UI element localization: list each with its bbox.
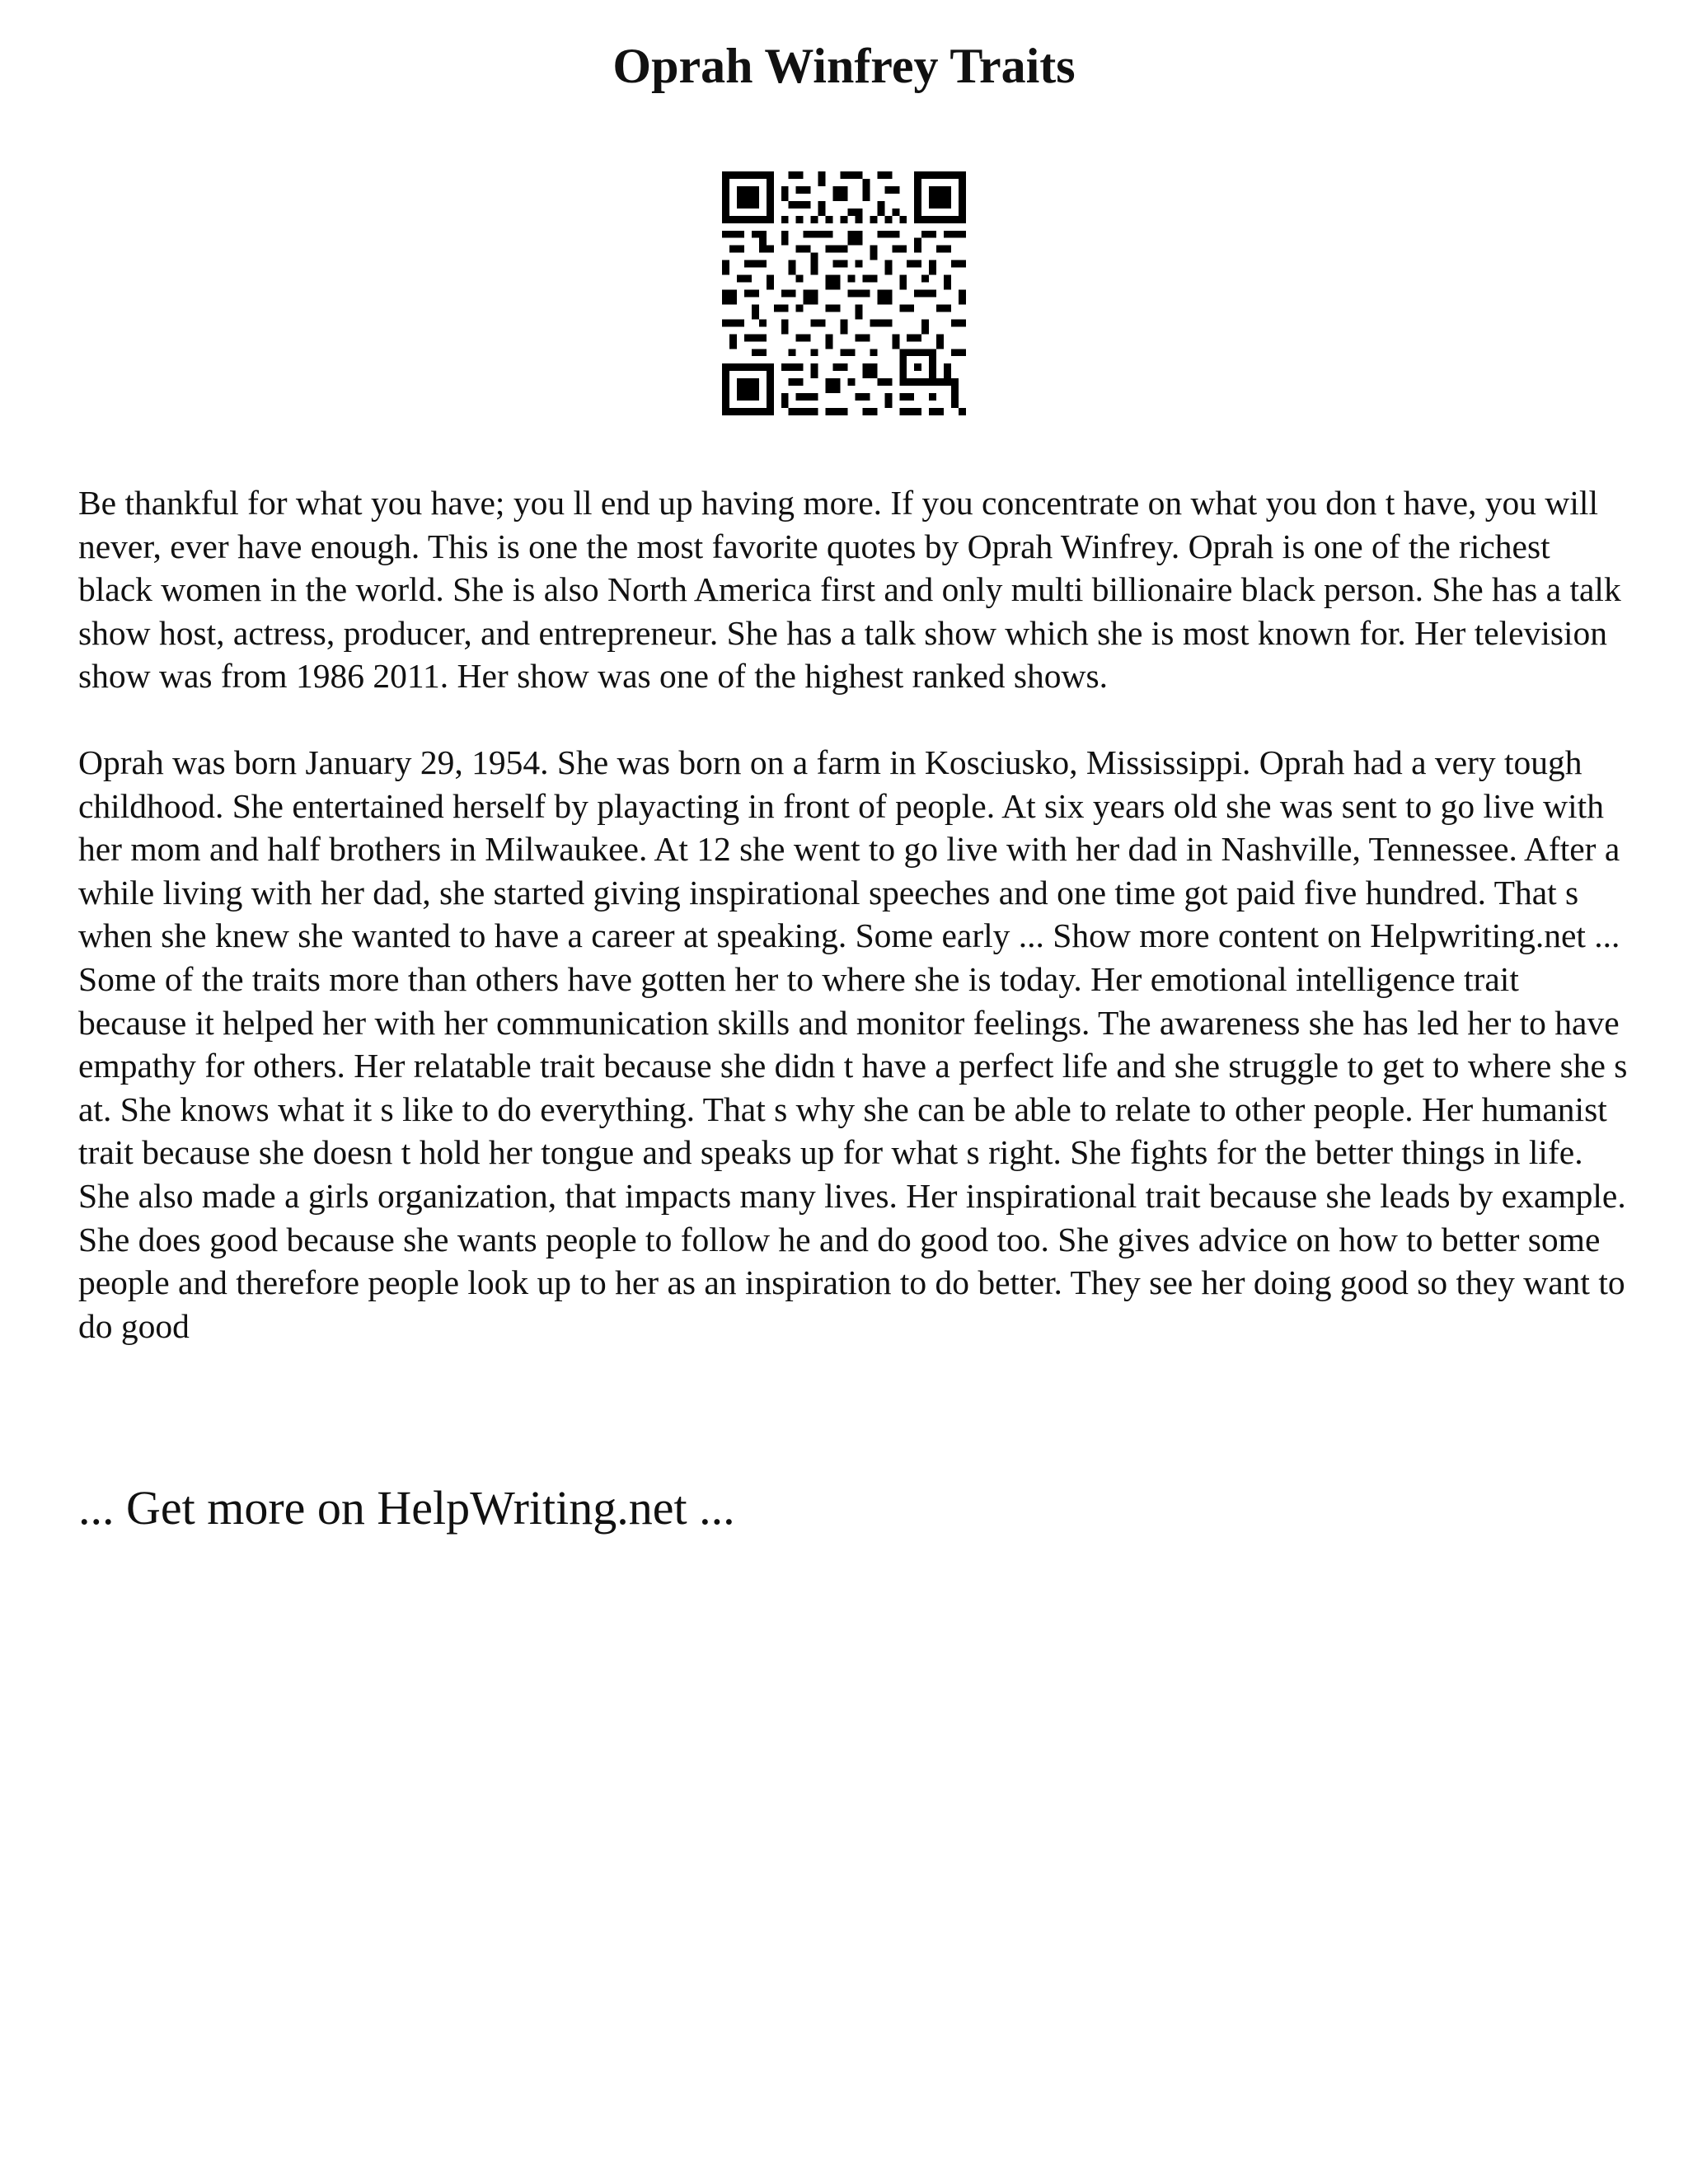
article-body <box>78 481 1628 1347</box>
qr-code-icon <box>722 171 966 415</box>
paragraph-traits: Some of the traits more than others have gotten her to where she is today. Her emotional intelligence trait because it helped her with her communication skills and monitor feelings. The awareness she has led her to have empathy for others. Her relatable trait because she didn t have a perfect life and she struggle to get to where she s at. She knows what it s like to do everything. That s why she can be able to relate to other people. Her humanist trait because she doesn t hold her tongue and speaks up for what s right. She fights for the better things in life. She also made a girls organization, that impacts many lives. Her inspirational trait because she leads by example. She does good because she wants people to follow he and do good too. She gives advice on how to better some people and therefore people look up to her as an inspiration to do better. They see her doing good so they want to do good <box>78 959 1628 1345</box>
paragraph-intro: Be thankful for what you have; you ll end up having more. If you concentrate on what you don t have, you will never, ever have enough. This is one the most favorite quotes by Oprah Winfrey. Oprah is one of the richest black women in the world. She is also North America first and only multi billionaire black person. She has a talk show host, actress, producer, and entrepreneur. She has a talk show which she is most known for. Her television show was from 1986 2011. Her show was one of the highest ranked shows. <box>78 484 1621 696</box>
page-title: Oprah Winfrey Traits <box>612 39 1076 93</box>
get-more-link[interactable]: ... Get more on HelpWriting.net ... <box>78 1481 735 1535</box>
paragraph-biography: Oprah was born January 29, 1954. She was born on a farm in Kosciusko, Mississippi. Oprah had a very tough childhood. She entertained herself by playacting in front of people. At six years old she was sent to go live with her mom and half brothers in Milwaukee. At 12 she went to go live with her dad in Nashville, Tennessee. After a while living with her dad, she started giving inspirational speeches and one time got paid five hundred. That s when she knew she wanted to have a career at speaking. Some early ... Show more content on Helpwriting.net ... <box>78 743 1620 955</box>
